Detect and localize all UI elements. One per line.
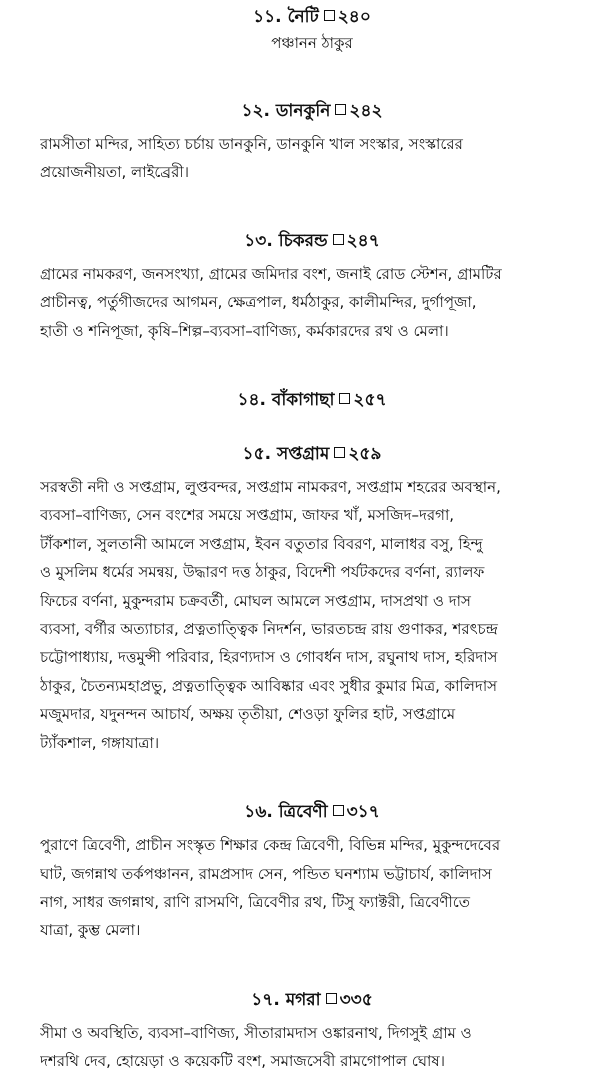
section-16 [40,801,584,945]
topic-line: গ্রামের নামকরণ, জনসংখ্যা, গ্রামের জমিদার বংশ, জনাই রোড স্টেশন, গ্রামটির [40,264,502,283]
topic-line: হাতী ও শনিপূজা, কৃষি–শিল্প–ব্যবসা–বাণিজ্য, কর্মকারদের রথ ও মেলা। [40,321,449,340]
section-topics [40,1019,584,1076]
section-title: চিকরন্ড [278,230,328,251]
topic-line: নাগ, সাধর জগন্নাথ, রাণি রাসমণি, ত্রিবেণীর রথ, টিসু ফ্যাক্টরী, ত্রিবেণীতে [40,892,471,911]
topic-line: ঠাকুর, চৈতন্যমহাপ্রভু, প্রত্নতাত্ত্বিক আবিষ্কার এবং সুধীর কুমার মিত্র, কালিদাস [40,676,498,695]
section-13 [40,230,584,345]
section-title: ত্রিবেণী [278,802,328,823]
section-heading [40,389,584,411]
checkbox-square-icon [334,447,345,458]
section-topics [40,831,584,945]
section-heading [40,801,584,823]
section-12 [40,100,584,187]
section-page-number: ২৫৯ [348,444,382,465]
section-page-number: ৩১৭ [346,802,380,823]
topic-line: ফিচের বর্ণনা, মুকুন্দরাম চক্রবর্তী, মোঘল আমলে সপ্তগ্রাম, দাসপ্রথা ও দাস [40,591,471,610]
topic-line: মজুমদার, যদুনন্দন আচার্য, অক্ষয় তৃতীয়া, শেওড়া ফুলির হাট, সপ্তগ্রামে [40,705,456,724]
section-14 [40,389,584,411]
section-topics [40,473,584,757]
checkbox-square-icon [324,10,335,21]
section-15 [40,443,584,757]
section-page-number: ২৪০ [337,7,371,27]
section-subtitle: পঞ্চানন ঠাকুর [271,34,353,52]
section-11 [40,6,584,54]
checkbox-square-icon [326,993,337,1004]
section-page-number: ৩৩৫ [339,989,373,1010]
section-heading [40,230,584,252]
topic-line: টাঁকশাল, সুলতানী আমলে সপ্তগ্রাম, ইবন বতুতার বিবরণ, মালাধর বসু, হিন্দু [40,534,483,553]
topic-line: ঘাট, জগন্নাথ তর্কপঞ্চানন, রামপ্রসাদ সেন, পন্ডিত ঘনশ্যাম ভট্টাচার্য, কালিদাস [40,864,492,883]
checkbox-square-icon [333,234,344,245]
topic-line: সীমা ও অবস্থিতি, ব্যবসা–বাণিজ্য, সীতারামদাস ওঙ্কারনাথ, দিগসুই গ্রাম ও [40,1023,472,1042]
section-title: নৈটি [287,7,319,27]
topic-line: প্রাচীনত্ব, পর্তুগীজদের আগমন, ক্ষেত্রপাল, ধর্মঠাকুর, কালীমন্দির, দুর্গাপূজা, [40,293,477,312]
section-number: ১৫. [242,444,272,465]
section-page-number: ২৫৭ [353,390,387,411]
checkbox-square-icon [335,104,346,115]
section-number: ১৩. [244,230,273,251]
topic-line: সরস্বতী নদী ও সপ্তগ্রাম, লুপ্তবন্দর, সপ্তগ্রাম নামকরণ, সপ্তগ্রাম শহরের অবস্থান, [40,478,501,497]
section-heading [40,989,584,1011]
section-title: ডানকুনি [275,101,331,121]
topic-line: চট্টোপাধ্যায়, দত্তমুন্সী পরিবার, হিরণ্যদাস ও গোবর্ধন দাস, রঘুনাথ দাস, হরিদাস [40,648,498,667]
topic-line: দশরথি দেব, হোয়েড়া ও কয়েকটি বংশ, সমাজসেবী রামগোপাল ঘোষ। [40,1052,446,1071]
section-page-number: ২৪৭ [346,230,380,251]
topic-line: প্রয়োজনীয়তা, লাইব্রেরী। [40,163,189,182]
section-title: বাঁকাগাছা [271,390,335,411]
topic-line: ও মুসলিম ধর্মের সমন্বয়, উদ্ধারণ দত্ত ঠাকুর, বিদেশী পর্যটকদের বর্ণনা, র‍্যালফ [40,563,485,582]
topic-line: রামসীতা মন্দির, সাহিত্য চর্চায় ডানকুনি, ডানকুনি খাল সংস্কার, সংস্কারের [40,135,463,153]
topic-line: যাত্রা, কুম্ভ মেলা। [40,921,141,940]
section-17 [40,989,584,1076]
section-heading [40,100,584,122]
topic-line: ব্যবসা, বর্গীর অত্যাচার, প্রত্নতাত্ত্বিক নিদর্শন, ভারতচন্দ্র রায় গুণাকর, শরৎচন্দ্র [40,620,498,639]
section-heading [40,6,584,28]
checkbox-square-icon [339,393,350,404]
section-title: সপ্তগ্রাম [277,444,330,465]
section-number: ১৭. [251,989,280,1010]
section-topics [40,260,584,345]
section-page-number: ২৪২ [349,101,383,121]
section-topics [40,130,584,187]
topic-line: ব্যবসা–বাণিজ্য, সেন বংশের সময়ে সপ্তগ্রাম, জাফর খাঁ, মসজিদ–দরগা, [40,506,455,525]
checkbox-square-icon [333,805,344,816]
section-number: ১২. [241,101,270,121]
section-title: মগরা [285,989,321,1010]
topic-line: পুরাণে ত্রিবেণী, প্রাচীন সংস্কৃত শিক্ষার কেন্দ্র ত্রিবেণী, বিভিন্ন মন্দির, মুকুন্দদেবের [40,836,501,855]
section-number: ১৪. [237,390,266,411]
topic-line: ট্যাঁকশাল, গঙ্গাযাত্রা। [40,733,160,752]
section-number: ১১. [253,7,282,27]
section-heading [40,443,584,465]
section-number: ১৬. [244,802,273,823]
